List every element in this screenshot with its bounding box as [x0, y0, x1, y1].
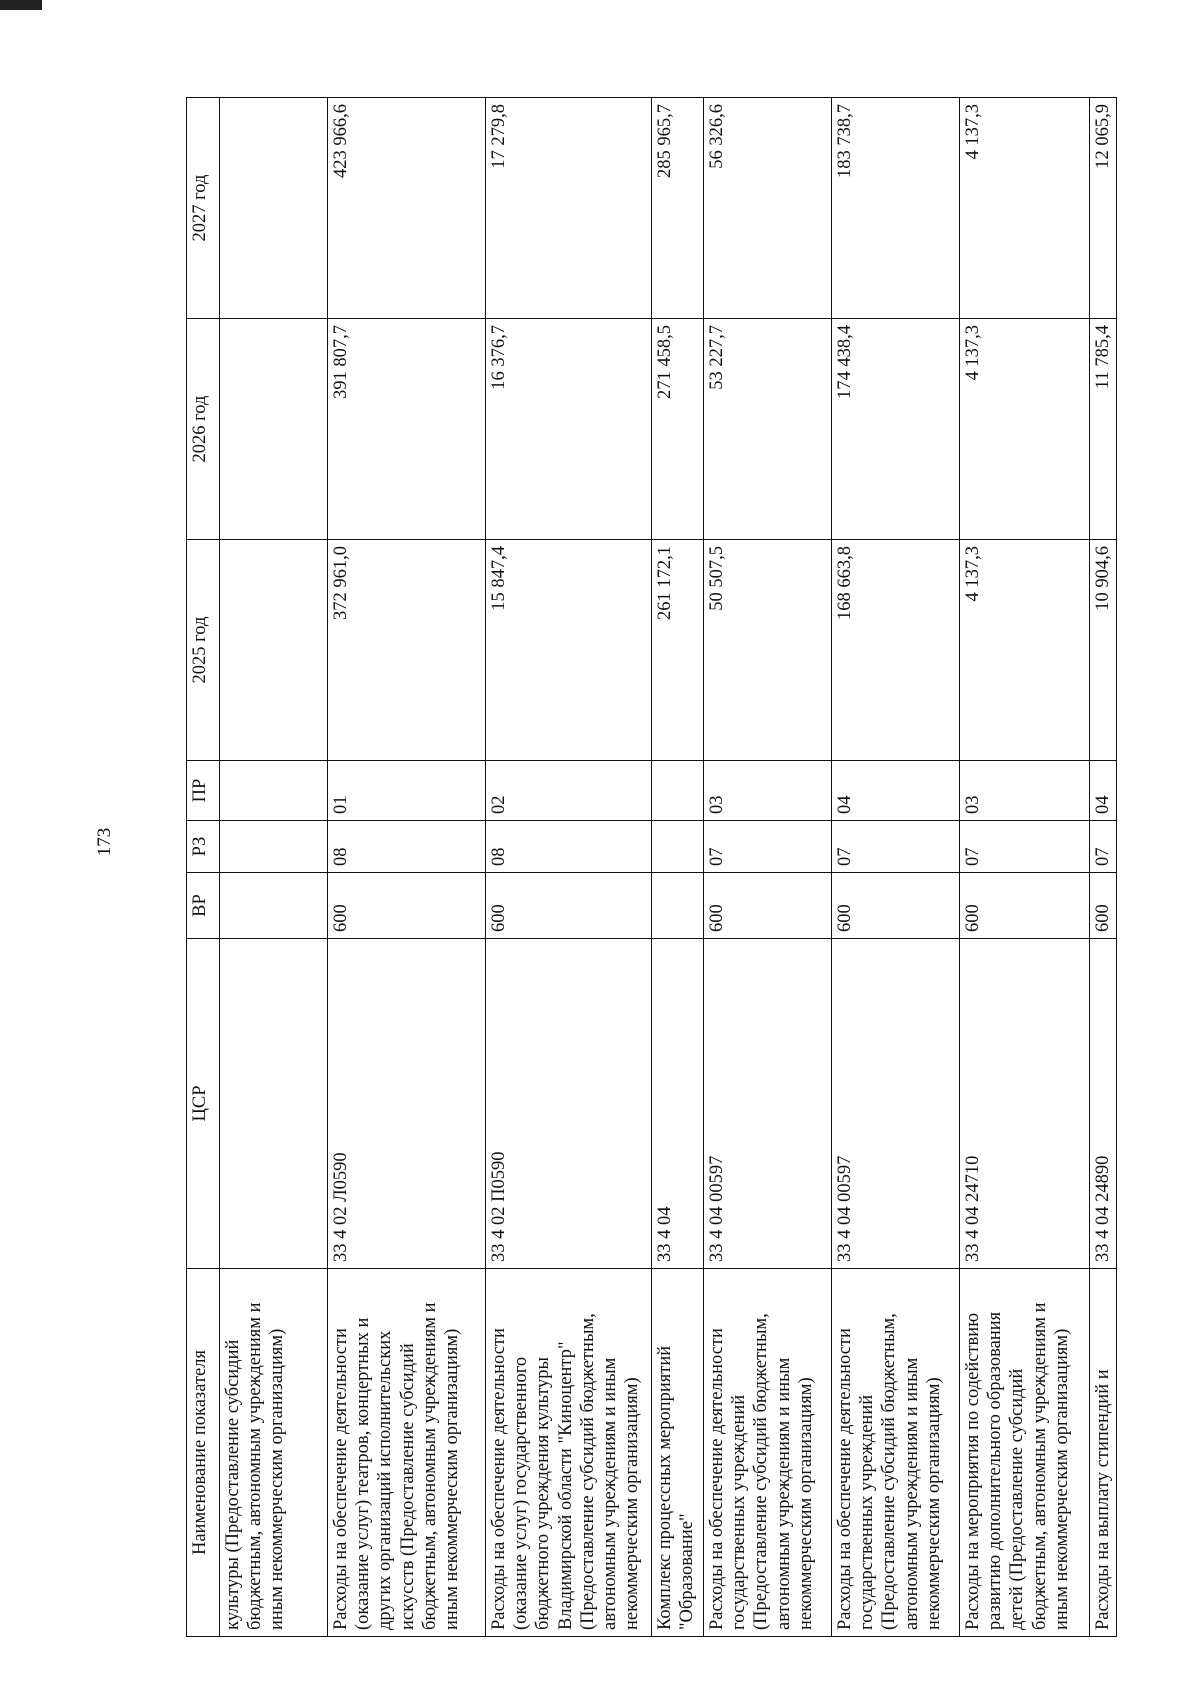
- cell-rz: 08: [328, 821, 486, 873]
- cell-2025: 50 507,5: [704, 540, 832, 761]
- table-row: [704, 98, 832, 1637]
- cell-2027: 423 966,6: [328, 98, 486, 319]
- table-row: [652, 98, 704, 1637]
- table-row: [220, 98, 328, 1637]
- cell-vr: [652, 873, 704, 939]
- cell-2027: 17 279,8: [486, 98, 652, 319]
- cell-name: Расходы на мероприятия по содействию развитию дополнительного образования детей (Предоставление субсидий бюджетным, автономным учреждениям и иным некоммерческим организациям): [960, 1269, 1090, 1637]
- header-2025: 2025 год: [187, 540, 220, 761]
- cell-csr: 33 4 02 П0590: [486, 939, 652, 1269]
- cell-rz: 08: [486, 821, 652, 873]
- cell-2026: 4 137,3: [960, 319, 1090, 540]
- rotated-table-frame: [186, 97, 1131, 1637]
- cell-csr: 33 4 04 24890: [1090, 939, 1117, 1269]
- cell-2027: 12 065,9: [1090, 98, 1117, 319]
- budget-table: [186, 97, 1117, 1637]
- table-row: [832, 98, 960, 1637]
- cell-2026: 174 438,4: [832, 319, 960, 540]
- cell-csr: 33 4 02 Л0590: [328, 939, 486, 1269]
- cell-2025: 372 961,0: [328, 540, 486, 761]
- cell-name: Расходы на обеспечение деятельности государственных учреждений (Предоставление субсидий бюджетным, автономным учреждениям и иным некоммерческим организациям): [832, 1269, 960, 1637]
- cell-2025: 15 847,4: [486, 540, 652, 761]
- cell-2025: 4 137,3: [960, 540, 1090, 761]
- cell-csr: [220, 939, 328, 1269]
- table-row: [1090, 98, 1117, 1637]
- table-row: [328, 98, 486, 1637]
- cell-vr: 600: [832, 873, 960, 939]
- cell-csr: 33 4 04: [652, 939, 704, 1269]
- cell-pr: [220, 761, 328, 821]
- cell-name: Расходы на обеспечение деятельности государственных учреждений (Предоставление субсидий бюджетным, автономным учреждениям и иным некоммерческим организациям): [704, 1269, 832, 1637]
- cell-name: Расходы на выплату стипендий и: [1090, 1269, 1117, 1637]
- cell-rz: 07: [832, 821, 960, 873]
- cell-name: Расходы на обеспечение деятельности (оказание услуг) государственного бюджетного учреждения культуры Владимирской области "Киноцентр" (Предоставление субсидий бюджетным, автономным учреждениям и иным некоммерческим организациям): [486, 1269, 652, 1637]
- cell-vr: 600: [328, 873, 486, 939]
- cell-csr: 33 4 04 00597: [832, 939, 960, 1269]
- cell-2025: [220, 540, 328, 761]
- cell-pr: 04: [832, 761, 960, 821]
- cell-rz: 07: [704, 821, 832, 873]
- table-row: [960, 98, 1090, 1637]
- cell-name: культуры (Предоставление субсидий бюджетным, автономным учреждениям и иным некоммерческим организациям): [220, 1269, 328, 1637]
- cell-pr: 04: [1090, 761, 1117, 821]
- cell-pr: 01: [328, 761, 486, 821]
- cell-2026: 391 807,7: [328, 319, 486, 540]
- cell-pr: 02: [486, 761, 652, 821]
- cell-vr: [220, 873, 328, 939]
- page-number: 173: [94, 827, 115, 857]
- cell-2026: 16 376,7: [486, 319, 652, 540]
- header-name: Наименование показателя: [187, 1269, 220, 1637]
- table-header-row: [187, 98, 220, 1637]
- header-pr: ПР: [187, 761, 220, 821]
- cell-csr: 33 4 04 24710: [960, 939, 1090, 1269]
- cell-2025: 261 172,1: [652, 540, 704, 761]
- scan-edge-mark: [0, 0, 42, 10]
- cell-2025: 10 904,6: [1090, 540, 1117, 761]
- table-row: [486, 98, 652, 1637]
- cell-2026: 271 458,5: [652, 319, 704, 540]
- cell-2027: 4 137,3: [960, 98, 1090, 319]
- cell-2027: 285 965,7: [652, 98, 704, 319]
- header-vr: ВР: [187, 873, 220, 939]
- cell-name: Расходы на обеспечение деятельности (оказание услуг) театров, концертных и других организаций исполнительских искусств (Предоставление субсидий бюджетным, автономным учреждениям и иным некоммерческим организациям): [328, 1269, 486, 1637]
- cell-2026: 53 227,7: [704, 319, 832, 540]
- cell-rz: 07: [1090, 821, 1117, 873]
- cell-pr: 03: [704, 761, 832, 821]
- rotated-table-sheet: [186, 97, 1131, 1637]
- cell-2025: 168 663,8: [832, 540, 960, 761]
- cell-2026: 11 785,4: [1090, 319, 1117, 540]
- cell-rz: 07: [960, 821, 1090, 873]
- cell-vr: 600: [704, 873, 832, 939]
- cell-2026: [220, 319, 328, 540]
- header-2026: 2026 год: [187, 319, 220, 540]
- cell-pr: 03: [960, 761, 1090, 821]
- cell-2027: [220, 98, 328, 319]
- header-2027: 2027 год: [187, 98, 220, 319]
- cell-2027: 56 326,6: [704, 98, 832, 319]
- header-rz: РЗ: [187, 821, 220, 873]
- cell-rz: [220, 821, 328, 873]
- cell-rz: [652, 821, 704, 873]
- cell-vr: 600: [1090, 873, 1117, 939]
- cell-csr: 33 4 04 00597: [704, 939, 832, 1269]
- cell-2027: 183 738,7: [832, 98, 960, 319]
- cell-vr: 600: [486, 873, 652, 939]
- cell-vr: 600: [960, 873, 1090, 939]
- cell-name: Комплекс процессных мероприятий "Образование": [652, 1269, 704, 1637]
- cell-pr: [652, 761, 704, 821]
- header-csr: ЦСР: [187, 939, 220, 1269]
